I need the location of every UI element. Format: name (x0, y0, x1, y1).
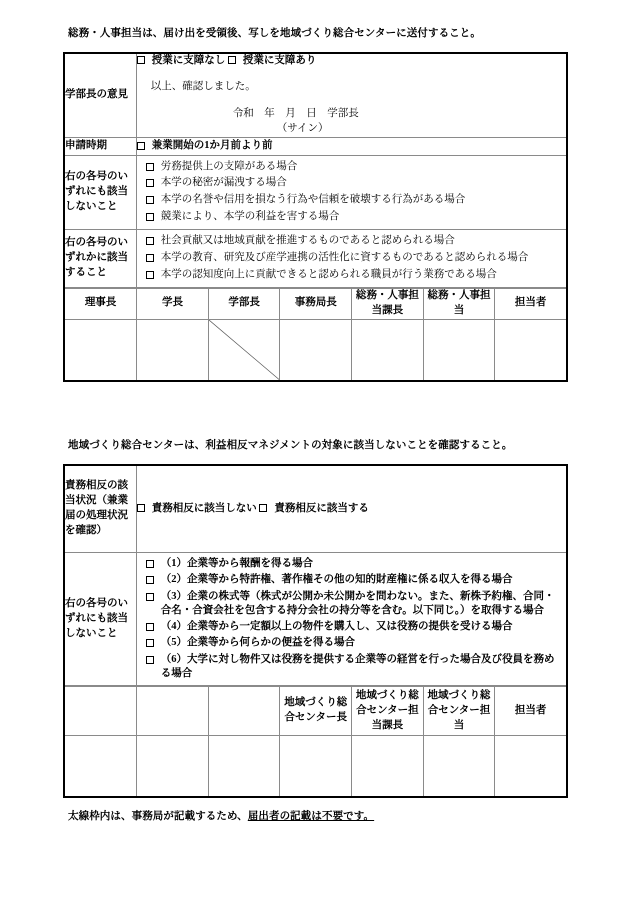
list-item[interactable] (146, 192, 560, 209)
note-bottom-underlined: 届出者の記載は不要です。 (247, 811, 375, 822)
list-item-label: 兼業開始の1か月前より前 (151, 139, 273, 151)
cell-dean-opinion-body (136, 53, 567, 137)
row-application-timing (64, 137, 567, 155)
label-dean-opinion: 学部長の意見 (64, 53, 136, 137)
label-application-timing: 申請時期 (64, 137, 136, 155)
approval-col-blank-3 (208, 687, 280, 736)
approval-stamp-cell[interactable] (280, 319, 352, 380)
dean-opinion-date-line: 令和 年 月 日 学部長 (232, 107, 359, 119)
cell-approval-grid-2 (64, 686, 567, 798)
list-item[interactable] (146, 589, 560, 620)
approval-stamp-cell[interactable] (423, 319, 495, 380)
row-conflict-none-apply (64, 553, 567, 686)
cell-conflict-status-body (136, 465, 567, 553)
note-middle: 地域づくり総合センターは、利益相反マネジメントの対象に該当しないことを確認すること。 (68, 440, 513, 451)
any-apply-list (146, 233, 560, 284)
approval-stamp-cell-struck[interactable] (208, 319, 280, 380)
diagonal-strike-icon (209, 320, 280, 380)
approval-col-blank-1 (65, 687, 137, 736)
list-item[interactable] (146, 267, 560, 284)
approval-col-chairman: 理事長 (65, 288, 137, 319)
approval-stamp-cell[interactable] (280, 736, 352, 797)
cell-none-apply-body (136, 155, 567, 230)
approval-stamp-cell[interactable] (495, 319, 566, 380)
approval-stamp-cell[interactable] (137, 319, 209, 380)
approval-stamp-cell[interactable] (208, 736, 280, 797)
dean-opinion-checkbox-row (137, 54, 566, 80)
approval-stamp-cell[interactable] (352, 319, 424, 380)
label-conflict-none-apply: 右の各号のいずれにも該当しないこと (64, 553, 136, 686)
approval-col-person-in-charge: 担当者 (495, 687, 566, 736)
checkbox-icon[interactable] (146, 196, 154, 204)
approval-table-2 (65, 686, 566, 796)
list-item-label: （6）大学に対し物件又は役務を提供する企業等の経営を行った場合及び役員を務める場合 (160, 653, 555, 679)
section1-table (63, 52, 568, 382)
approval-col-blank-2 (137, 687, 209, 736)
approval-col-secretariat-chief: 事務局長 (280, 288, 352, 319)
list-item[interactable] (137, 138, 566, 155)
approval-col-hr-staff: 総務・人事担当 (423, 288, 495, 319)
list-item[interactable] (146, 175, 560, 192)
checkbox-icon[interactable] (146, 254, 154, 262)
approval-stamp-cell[interactable] (65, 319, 137, 380)
approval-col-person-in-charge: 担当者 (495, 288, 566, 319)
none-apply-list (146, 159, 560, 227)
checkbox-label: 授業に支障なし (151, 55, 226, 66)
checkbox-icon[interactable] (146, 237, 154, 245)
list-item[interactable] (146, 635, 560, 651)
checkbox-icon[interactable] (146, 639, 154, 647)
checkbox-option-has-impact[interactable] (228, 55, 317, 66)
checkbox-icon[interactable] (137, 56, 145, 64)
list-item[interactable] (146, 250, 560, 267)
dean-opinion-confirm-text: 以上、確認しました。 (150, 80, 256, 92)
approval-table-1 (65, 288, 566, 380)
cell-any-apply-body (136, 230, 567, 288)
checkbox-icon[interactable] (146, 163, 154, 171)
list-item[interactable] (146, 652, 560, 683)
cell-conflict-none-apply-body (136, 553, 567, 686)
checkbox-option-no-impact[interactable] (137, 55, 228, 66)
list-item[interactable] (146, 556, 560, 572)
approval-col-center-staff: 地域づくり総合センター担当 (423, 687, 495, 736)
checkbox-icon[interactable] (137, 142, 145, 150)
approval-col-dean: 学部長 (208, 288, 280, 319)
note-bottom-plain: 太線枠内は、事務局が記載するため、 (68, 811, 248, 822)
list-item-label: （2）企業等から特許権、著作権その他の知的財産権に係る収入を得る場合 (160, 574, 513, 586)
checkbox-icon[interactable] (146, 213, 154, 221)
row-conflict-status (64, 465, 567, 553)
checkbox-icon[interactable] (146, 271, 154, 279)
approval-stamp-cell[interactable] (423, 736, 495, 797)
checkbox-icon[interactable] (146, 623, 154, 631)
label-none-apply: 右の各号のいずれにも該当しないこと (64, 155, 136, 230)
approval-header-row-1 (65, 288, 566, 319)
conflict-none-apply-list (146, 556, 560, 682)
note-bottom (68, 811, 374, 824)
checkbox-icon[interactable] (146, 560, 154, 568)
checkbox-icon[interactable] (137, 504, 145, 512)
label-conflict-status: 責務相反の該当状況（兼業届の処理状況を確認） (64, 465, 136, 553)
cell-application-timing-body (136, 137, 567, 155)
note-top: 総務・人事担当は、届け出を受領後、写しを地域づくり総合センターに送付すること。 (68, 28, 481, 39)
approval-col-hr-section-chief: 総務・人事担当課長 (352, 288, 424, 319)
approval-header-row-2 (65, 687, 566, 736)
checkbox-option-not-applicable[interactable] (137, 503, 260, 514)
list-item-label: 社会貢献又は地域貢献を推進するものであると認められる場合 (160, 235, 455, 247)
approval-stamp-cell[interactable] (65, 736, 137, 797)
checkbox-icon[interactable] (228, 56, 236, 64)
list-item[interactable] (146, 233, 560, 250)
row-dean-opinion (64, 53, 567, 137)
checkbox-icon[interactable] (146, 656, 154, 664)
approval-stamp-cell[interactable] (137, 736, 209, 797)
list-item-label: （4）企業等から一定額以上の物件を購入し、又は役務の提供を受ける場合 (160, 621, 513, 633)
checkbox-label: 授業に支障あり (242, 55, 317, 66)
cell-approval-grid-1 (64, 287, 567, 381)
list-item-label: 競業により、本学の利益を害する場合 (160, 211, 340, 223)
checkbox-label: 責務相反に該当しない (151, 502, 257, 514)
list-item[interactable] (146, 572, 560, 588)
checkbox-icon[interactable] (146, 576, 154, 584)
checkbox-icon[interactable] (146, 593, 154, 601)
list-item-label: 本学の名誉や信用を損なう行為や信頼を破壊する行為がある場合 (160, 194, 466, 206)
checkbox-option-applicable[interactable] (259, 503, 369, 514)
row-approval-grid-1 (64, 287, 567, 381)
list-item-label: 本学の教育、研究及び産学連携の活性化に資するものであると認められる場合 (160, 252, 529, 264)
checkbox-label: 責務相反に該当する (274, 502, 369, 514)
list-item-label: 労務提供上の支障がある場合 (160, 160, 298, 172)
approval-col-center-director: 地域づくり総合センター長 (280, 687, 352, 736)
row-any-apply (64, 230, 567, 288)
label-any-apply: 右の各号のいずれかに該当すること (64, 230, 136, 288)
checkbox-icon[interactable] (259, 504, 267, 512)
dean-opinion-sign-note: （サイン） (276, 122, 329, 134)
list-item[interactable] (146, 159, 560, 176)
approval-stamp-cell[interactable] (495, 736, 566, 797)
approval-col-president: 学長 (137, 288, 209, 319)
approval-body-row-2 (65, 736, 566, 797)
list-item-label: 本学の秘密が漏洩する場合 (160, 177, 287, 189)
conflict-status-checkbox-row (137, 502, 566, 517)
approval-stamp-cell[interactable] (352, 736, 424, 797)
list-item-label: （1）企業等から報酬を得る場合 (160, 558, 314, 569)
checkbox-icon[interactable] (146, 179, 154, 187)
list-item-label: （5）企業等から何らかの便益を得る場合 (160, 637, 356, 649)
approval-body-row-1 (65, 319, 566, 380)
list-item[interactable] (146, 209, 560, 226)
list-item-label: （3）企業の株式等（株式が公開か未公開かを問わない。また、新株予約権、合同・合名・合資会社を包含する持分会社の持分等を含む。以下同じ。）を取得する場合 (160, 590, 555, 616)
row-none-apply (64, 155, 567, 230)
list-item-label: 本学の認知度向上に貢献できると認められる職員が行う業務である場合 (160, 268, 497, 280)
section2-table (63, 464, 568, 798)
list-item[interactable] (146, 619, 560, 635)
application-timing-list (137, 138, 566, 155)
row-approval-grid-2 (64, 686, 567, 798)
approval-col-center-section-chief: 地域づくり総合センター担当課長 (352, 687, 424, 736)
